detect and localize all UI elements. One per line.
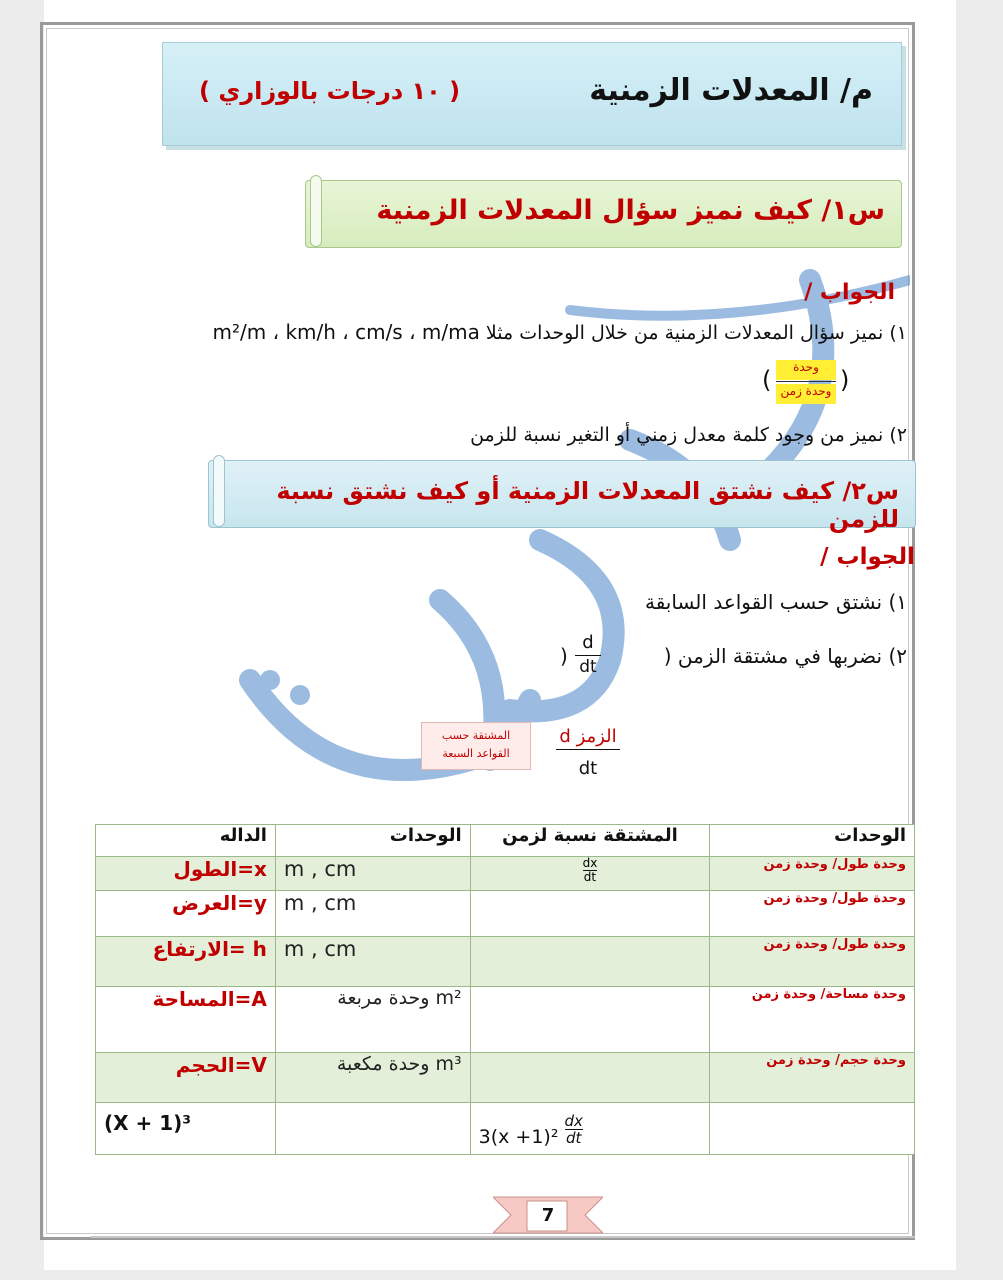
row-units: وحدة طول/ وحدة زمن [710,937,915,987]
paren-right: ) [840,366,850,394]
row-unit: m , cm [275,937,470,987]
q1-banner [305,180,902,248]
row-units: وحدة مساحة/ وحدة زمن [710,987,915,1053]
row-derivative [470,987,710,1053]
row-derivative [470,857,710,891]
q1-line1-units: m²/m ، km/h ، cm/s ، m/ma [212,320,480,344]
row-function-text: y=العرض [172,891,267,915]
row-function-text: A=المساحة [152,987,267,1011]
row-units [710,1103,915,1155]
row-function [96,1103,276,1155]
row-derivative [470,937,710,987]
row-function [96,891,276,937]
fraction-numerator: وحدة [776,360,836,380]
row-derivative [470,891,710,937]
dx-denominator: dt [583,870,597,884]
bottom-rule [90,1236,915,1238]
row-unit [275,1053,470,1103]
row-units: وحدة طول/ وحدة زمن [710,857,915,891]
table-row [96,987,915,1053]
row-derivative [470,1053,710,1103]
row-unit: m , cm [275,891,470,937]
q2-question: س٢/ كيف نشتق المعدلات الزمنية أو كيف نشتق نسبة للزمن [276,477,899,533]
table-row [96,891,915,937]
d-numerator: d [582,632,594,653]
dx-numerator: dx [582,856,598,870]
row-derivative-expr: 3(x +1)² [478,1126,559,1148]
d-bar [575,655,601,656]
d-denominator: dt [579,657,597,677]
table-row [96,937,915,987]
derivative-fraction [556,726,620,779]
dx-denominator: dt [566,1129,582,1147]
row-function-text: V=الحجم [175,1053,267,1077]
q2-line2-close: ) [560,644,568,668]
row-unit-text: m³ وحدة مكعبة [336,1053,462,1075]
row-function [96,987,276,1053]
row-function [96,1053,276,1103]
q2-banner [208,460,916,533]
q2-line2 [664,644,907,668]
derivative-numerator: الزمز d [559,726,617,747]
d-dt-fraction [575,632,601,680]
paren-left: ( [762,366,772,394]
dx-dt-fraction [583,857,598,884]
derivative-bar [556,749,620,750]
row-unit [275,1103,470,1155]
q1-line1-text: ١) نميز سؤال المعدلات الزمنية من خلال الوحدات مثلا [485,322,907,344]
row-units: وحدة حجم/ وحدة زمن [710,1053,915,1103]
derivative-denominator: dt [578,758,598,779]
dx-dt-fraction [565,1113,583,1146]
q1-line1 [213,320,907,344]
table-row [96,1103,915,1155]
rule-box [421,722,531,770]
fraction-denominator: وحدة زمن [776,384,836,404]
rule-box-line1: المشتقة حسب [441,729,511,742]
header-units-2: الوحدات [275,825,470,857]
fraction-bar [776,381,836,382]
q2-line2-text: ٢) نضربها في مشتقة الزمن ( [663,644,907,668]
q2-line1: ١) نشتق حسب القواعد السابقة [644,590,907,614]
q1-line2: ٢) نميز من وجود كلمة معدل زمني أو التغير نسبة للزمن [470,424,907,446]
page-title: م/ المعدلات الزمنية [589,73,873,108]
page-number-ribbon [493,1195,603,1235]
marks-note: ( ١٠ درجات بالوزاري ) [199,77,461,105]
row-unit [275,987,470,1053]
row-function-text: h =الارتفاع [152,937,267,961]
page-number: 7 [541,1205,555,1226]
table-row [96,1053,915,1103]
row-unit-text: m² وحدة مربعة [337,987,462,1009]
row-function [96,857,276,891]
unit-fraction [762,360,850,406]
rule-box-line2: القواعد السبعة [442,747,510,760]
header-units: الوحدات [710,825,915,857]
header-derivative: المشتقة نسبة لزمن [470,825,710,857]
q1-question: س١/ كيف نميز سؤال المعدلات الزمنية [376,195,885,226]
header-function: الداله [96,825,276,857]
dx-numerator: dx [564,1112,583,1130]
row-function-text: (X + 1)³ [104,1111,192,1135]
row-unit: m , cm [275,857,470,891]
row-function-text: x=الطول [173,857,267,881]
row-derivative [470,1103,710,1155]
row-function [96,937,276,987]
row-units: وحدة طول/ وحدة زمن [710,891,915,937]
header-box [162,42,902,146]
q2-answer-label: الجواب / [820,544,915,570]
units-table [95,824,915,1155]
table-row [96,857,915,891]
table-header-row [96,825,915,857]
q1-answer-label: الجواب / [804,280,895,305]
